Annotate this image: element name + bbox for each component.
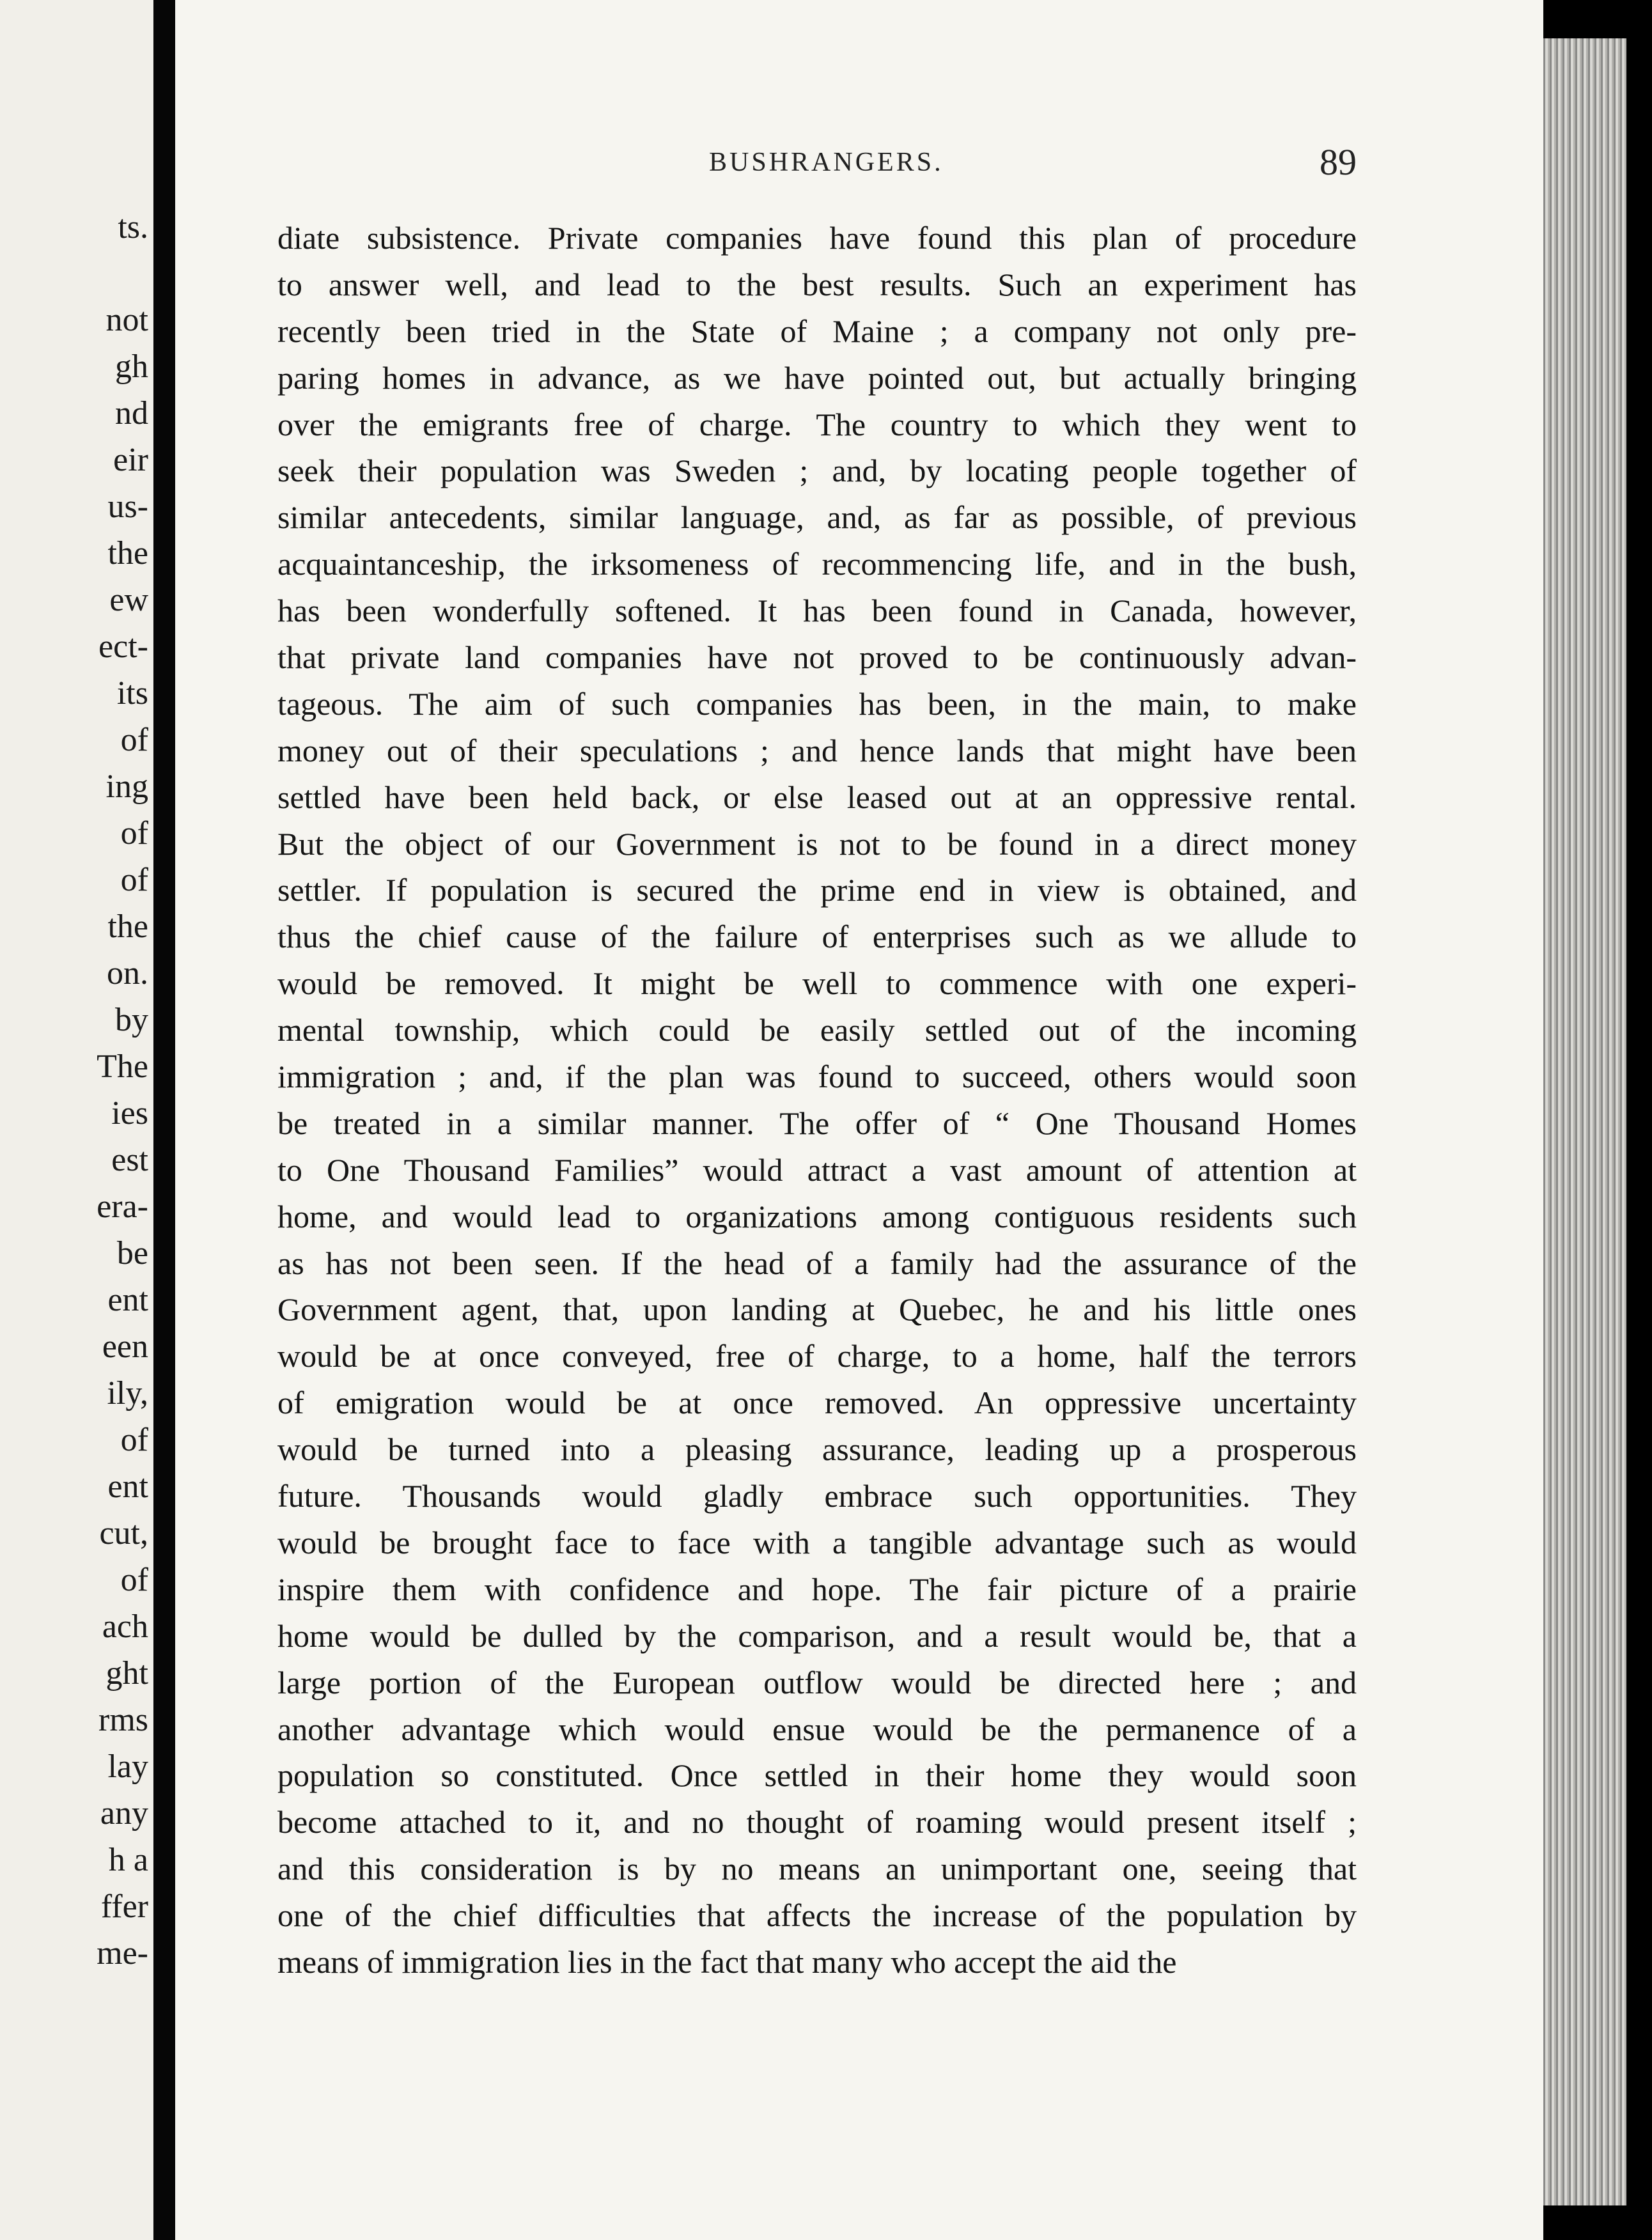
book-gutter — [153, 0, 175, 2240]
left-page-text: ach — [102, 1608, 148, 1645]
text-line: another advantage which would ensue would be the permanence of a — [277, 1711, 1357, 1747]
text-line: one of the chief difficulties that affects the increase of the population by — [277, 1897, 1357, 1934]
left-page-text: not — [105, 302, 148, 338]
text-line: mental township, which could be easily settled out of the incoming — [277, 1012, 1357, 1048]
text-line: home would be dulled by the comparison, and a result would be, that a — [277, 1617, 1357, 1654]
left-page-text: any — [100, 1795, 148, 1832]
left-page-text: ect- — [98, 628, 148, 665]
text-line: that private land companies have not proved to be continuously advan- — [277, 639, 1357, 676]
text-line: inspire them with confidence and hope. The fair picture of a prairie — [277, 1571, 1357, 1607]
left-page-text: ent — [107, 1468, 148, 1505]
text-line: to answer well, and lead to the best results. Such an experiment has — [277, 266, 1357, 302]
text-line: would be turned into a pleasing assurance, leading up a prosperous — [277, 1431, 1357, 1468]
text-line: means of immigration lies in the fact that many who accept the aid the — [277, 1943, 1177, 1980]
text-line: would be brought face to face with a tangible advantage such as would — [277, 1524, 1357, 1560]
text-line: similar antecedents, similar language, and, as far as possible, of previous — [277, 499, 1357, 536]
text-line: would be at once conveyed, free of charge, to a home, half the terrors — [277, 1338, 1357, 1374]
left-page-text: ing — [105, 768, 148, 805]
text-line: acquaintanceship, the irksomeness of recommencing life, and in the bush, — [277, 546, 1357, 582]
left-page-text: ent — [107, 1282, 148, 1318]
body-text — [277, 215, 1357, 1986]
left-page-text: cut, — [99, 1515, 148, 1552]
left-page-text: rms — [98, 1702, 148, 1738]
page-edges — [1543, 38, 1626, 2205]
left-page-text: of — [120, 1422, 148, 1458]
left-page-text: era- — [97, 1188, 148, 1225]
text-line: as has not been seen. If the head of a family had the assurance of the — [277, 1245, 1357, 1281]
left-page-text: ffer — [100, 1888, 148, 1925]
text-line: seek their population was Sweden ; and, by locating people together of — [277, 453, 1357, 489]
left-page-text: us- — [107, 488, 148, 525]
left-page-text: h a — [108, 1842, 148, 1878]
left-page-text: ght — [105, 1655, 148, 1692]
left-page-text: eir — [113, 442, 148, 478]
text-line: to One Thousand Families” would attract a vast amount of attention at — [277, 1151, 1357, 1188]
left-page-text: of — [120, 862, 148, 898]
left-page-text: of — [120, 1562, 148, 1598]
left-page-text: est — [111, 1142, 148, 1178]
text-line: thus the chief cause of the failure of enterprises such as we allude to — [277, 919, 1357, 955]
left-page-text: The — [97, 1048, 148, 1085]
left-page-text: its — [116, 675, 148, 712]
left-page-text: ts. — [118, 209, 148, 245]
left-page-text: be — [116, 1235, 148, 1272]
text-line: recently been tried in the State of Maine ; a company not only pre- — [277, 313, 1357, 349]
left-page-text: on. — [107, 955, 148, 992]
text-line: over the emigrants free of charge. The country to which they went to — [277, 406, 1357, 442]
page-number: 89 — [1320, 141, 1357, 183]
text-line: has been wonderfully softened. It has been found in Canada, however, — [277, 593, 1357, 629]
running-head: BUSHRANGERS. — [709, 148, 944, 177]
text-line: But the object of our Government is not to be found in a direct money — [277, 825, 1357, 862]
text-line: settled have been held back, or else leased out at an oppressive rental. — [277, 779, 1357, 815]
text-line: future. Thousands would gladly embrace such opportunities. They — [277, 1478, 1357, 1514]
text-line: money out of their speculations ; and hence lands that might have been — [277, 732, 1357, 768]
text-line: would be removed. It might be well to commence with one experi- — [277, 965, 1357, 1002]
text-line: of emigration would be at once removed. An oppressive uncertainty — [277, 1385, 1357, 1421]
text-line: tageous. The aim of such companies has been, in the main, to make — [277, 685, 1357, 722]
text-line: settler. If population is secured the prime end in view is obtained, and — [277, 872, 1357, 908]
left-page-text: nd — [115, 395, 148, 432]
left-page-text: me- — [97, 1935, 148, 1972]
left-page-text: of — [120, 722, 148, 758]
text-line: be treated in a similar manner. The offer of “ One Thousand Homes — [277, 1105, 1357, 1141]
text-line: large portion of the European outflow would be directed here ; and — [277, 1664, 1357, 1700]
left-page-text: lay — [107, 1748, 148, 1785]
left-page-text: the — [107, 908, 148, 945]
text-line: population so constituted. Once settled in their home they would soon — [277, 1757, 1357, 1794]
text-line: immigration ; and, if the plan was found to succeed, others would soon — [277, 1059, 1357, 1095]
text-line: and this consideration is by no means an unimportant one, seeing that — [277, 1851, 1357, 1887]
text-line: become attached to it, and no thought of roaming would present itself ; — [277, 1804, 1357, 1840]
left-page-text: the — [107, 535, 148, 572]
text-line: paring homes in advance, as we have pointed out, but actually bringing — [277, 359, 1357, 396]
text-line: diate subsistence. Private companies have found this plan of procedure — [277, 220, 1357, 256]
left-page-text: ew — [109, 582, 148, 618]
left-page-text: of — [120, 815, 148, 852]
text-line: home, and would lead to organizations among contiguous residents such — [277, 1198, 1357, 1234]
left-page-text: ily, — [107, 1375, 148, 1412]
left-page-text: een — [102, 1328, 148, 1365]
left-page-fragment — [0, 0, 153, 2240]
left-page-text: ies — [111, 1095, 148, 1132]
text-line: Government agent, that, upon landing at Quebec, he and his little ones — [277, 1291, 1357, 1328]
left-page-text: by — [115, 1002, 148, 1038]
scan-border — [1626, 0, 1652, 2240]
left-page-text: gh — [115, 348, 148, 385]
